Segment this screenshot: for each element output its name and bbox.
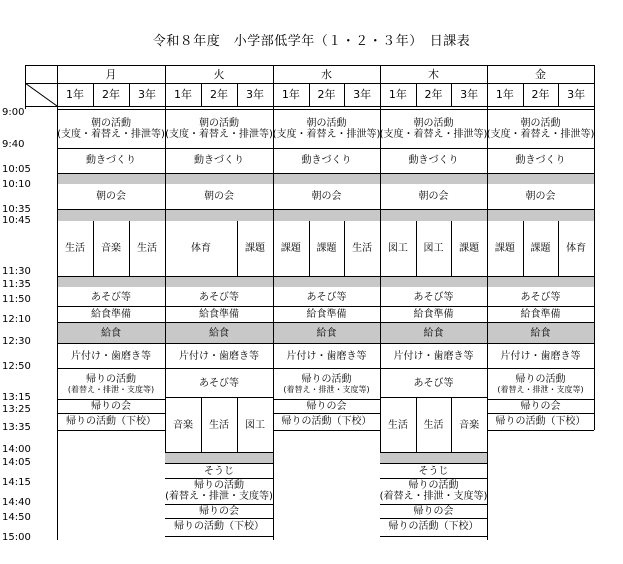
grid-line-h [380,322,487,323]
grid-line-h [273,276,380,277]
grid-line-h [273,430,380,431]
morning-meeting-thu: 朝の会 [418,191,449,202]
period-thu-3: 課題 [459,243,480,254]
time-label: 12:10 [2,314,31,325]
return-dismiss-thu: 帰りの活動（下校） [388,521,479,532]
morning-activity-fri-detail: (支度・着替え・排泄等) [487,129,594,140]
grid-line-h [165,368,273,369]
play-thu: あそび等 [413,291,454,303]
period-mon-1: 生活 [65,243,85,254]
morning-activity-mon [57,112,165,146]
day-header-tue: 火 [213,67,225,81]
time-label: 10:45 [2,215,31,226]
separator-band [57,276,165,287]
grid-line-h [57,276,165,277]
grid-line-v [344,221,345,276]
grade-header: 3年 [567,88,586,101]
grid-line-h [273,209,380,210]
morning-activity-tue-detail: (支度・着替え・排泄等) [165,129,273,140]
morning-meeting-fri: 朝の会 [525,191,556,202]
grid-line-v [93,83,94,106]
grade-header: 2年 [531,88,550,101]
separator-band [380,173,487,184]
lunch-prep-fri: 給食準備 [520,308,561,320]
corner-diagonal [25,83,57,107]
return-activity-thu-title: 帰りの活動 [408,480,459,491]
grid-line-h [25,106,594,107]
time-label: 11:50 [2,294,31,305]
grade-header: 3年 [246,88,264,101]
separator-band [273,173,380,184]
cleanup-tue: 片付け・歯磨き等 [179,350,259,362]
time-label: 14:05 [2,457,31,468]
return-meeting-tue: 帰りの会 [199,505,239,517]
grade-header: 2年 [210,88,228,101]
period-fri-2: 課題 [530,243,551,254]
lunch-tue: 給食 [209,327,229,339]
morning-activity-wed-detail: (支度・着替え・排泄等) [273,129,380,140]
grid-line-h [487,343,594,344]
time-label: 14:15 [2,477,31,488]
grid-line-h [57,109,594,110]
time-label: 10:10 [2,179,31,190]
exercise-tue: 動きづくり [194,154,244,166]
play-fri: あそび等 [520,291,561,303]
return-dismiss-mon: 帰りの活動（下校） [66,415,156,427]
grid-line-h [273,368,380,369]
cleaning-tue: そうじ [204,465,234,477]
grid-line-h [57,430,165,431]
grid-line-v [344,83,345,106]
grid-line-h [487,368,594,369]
afternoon-period-thu-2: 生活 [423,419,444,431]
time-label: 14:50 [2,512,31,523]
grid-line-v [25,65,26,109]
grid-line-h [487,276,594,277]
grid-line-h [57,322,165,323]
grid-line-h [165,209,273,210]
grid-line-h [57,368,165,369]
period-fri-3: 体育 [566,243,587,254]
grade-header: 2年 [102,88,120,101]
grid-line-v [451,83,452,106]
exercise-mon: 動きづくり [86,154,136,166]
return-meeting-mon: 帰りの会 [91,400,131,412]
lunch-prep-tue: 給食準備 [199,308,239,320]
grade-header: 1年 [388,88,407,101]
period-wed-2: 課題 [316,243,337,254]
time-label: 13:35 [2,422,31,433]
grid-line-h [487,209,594,210]
lunch-thu: 給食 [423,327,444,339]
grid-line-h [380,209,487,210]
period-fri-1: 課題 [494,243,515,254]
afternoon-period-thu-3: 音楽 [459,419,480,431]
grade-header: 2年 [317,88,336,101]
grid-line-v [523,221,524,276]
day-header-mon: 月 [105,67,117,81]
time-label: 10:35 [2,204,31,215]
grid-line-v [416,221,417,276]
day-header-fri: 金 [535,67,546,81]
grid-line-h [273,322,380,323]
return-dismiss-fri: 帰りの活動（下校） [495,415,586,427]
grid-line-v [558,221,559,276]
grid-line-h [273,343,380,344]
return-activity-fri-title: 帰りの活動 [515,374,566,385]
morning-activity-tue-title: 朝の活動 [199,118,239,129]
separator-band [380,452,487,463]
cleanup-thu: 片付け・歯磨き等 [393,350,474,362]
grid-line-v [93,221,94,276]
return-activity-thu-detail: (着替え・排泄・支度等) [380,491,487,502]
lunch-prep-thu: 給食準備 [413,308,454,320]
morning-activity-fri [487,112,594,146]
lunch-fri: 給食 [530,327,551,339]
period-tue-1: 体育 [191,243,211,254]
grid-line-h [165,536,273,537]
lunch-prep-mon: 給食準備 [91,308,131,320]
time-label: 15:00 [2,532,31,543]
grid-line-v [201,397,202,452]
grid-line-h [487,173,594,174]
return-meeting-fri: 帰りの会 [520,400,561,412]
separator-band [487,209,594,221]
morning-activity-wed [273,112,380,146]
separator-band [165,173,273,184]
separator-band [57,209,165,221]
morning-activity-thu-detail: (支度・着替え・排泄等) [380,129,487,140]
period-wed-1: 課題 [280,243,301,254]
separator-band [487,173,594,184]
morning-activity-mon-title: 朝の活動 [91,118,131,129]
afternoon-period-tue-2: 生活 [209,419,229,431]
return-dismiss-tue: 帰りの活動（下校） [174,521,264,532]
time-label: 13:15 [2,392,31,403]
morning-activity-mon-detail: (支度・着替え・排泄等) [57,129,165,140]
grid-line-v [309,221,310,276]
afternoon-play-thu: あそび等 [413,378,454,389]
time-label: 14:40 [2,497,31,508]
lunch-wed: 給食 [316,327,337,339]
lunch-mon: 給食 [101,327,121,339]
grid-line-h [57,343,165,344]
afternoon-period-tue-1: 音楽 [173,419,193,431]
grid-line-h [380,536,487,537]
grade-header: 3年 [460,88,479,101]
grid-line-h [57,209,165,210]
time-label: 13:25 [2,404,31,415]
return-activity-mon [57,370,165,398]
return-activity-wed-detail: (着替え・排泄・支度等) [283,385,370,394]
return-activity-mon-detail: (着替え・排泄・支度等) [67,385,155,394]
play-wed: あそび等 [306,291,347,303]
morning-activity-tue [165,112,273,146]
grid-line-h [380,397,487,398]
grid-line-h [273,173,380,174]
separator-band [273,209,380,221]
period-tue-2: 課題 [245,243,265,254]
grid-line-h [165,322,273,323]
grid-line-v [309,83,310,106]
morning-meeting-tue: 朝の会 [204,191,234,202]
return-activity-tue [165,479,273,503]
return-activity-tue-detail: (着替え・排泄・支度等) [165,491,273,502]
grid-line-h [380,368,487,369]
morning-meeting-mon: 朝の会 [96,191,126,202]
period-thu-1: 図工 [387,243,408,254]
exercise-wed: 動きづくり [301,154,352,166]
afternoon-play-tue: あそび等 [199,378,239,389]
time-label: 14:00 [2,444,31,455]
return-activity-mon-title: 帰りの活動 [86,374,136,385]
grid-line-v [451,221,452,276]
grid-line-h [380,173,487,174]
day-header-wed: 水 [321,67,332,81]
cleanup-wed: 片付け・歯磨き等 [286,350,367,362]
cleaning-thu: そうじ [418,465,449,477]
grid-line-v [416,83,417,106]
morning-activity-fri-title: 朝の活動 [520,118,561,129]
grid-line-v [237,397,238,452]
period-wed-3: 生活 [352,243,373,254]
time-label: 10:05 [2,164,31,175]
grade-header: 3年 [138,88,156,101]
grid-line-v [129,83,130,106]
return-activity-fri [487,370,594,398]
time-label: 11:30 [2,266,31,277]
cleanup-fri: 片付け・歯磨き等 [500,350,581,362]
period-mon-2: 音楽 [101,243,121,254]
separator-band [57,173,165,184]
return-activity-fri-detail: (着替え・排泄・支度等) [497,385,584,394]
grid-line-h [380,343,487,344]
morning-activity-thu-title: 朝の活動 [413,118,454,129]
time-label: 9:40 [2,139,25,150]
grid-line-h [165,397,273,398]
lunch-prep-wed: 給食準備 [306,308,347,320]
grid-line-h [165,452,273,453]
grid-line-v [201,83,202,106]
separator-band [380,209,487,221]
time-label: 9:00 [2,107,25,118]
time-label: 12:30 [2,336,31,347]
exercise-thu: 動きづくり [408,154,459,166]
grid-line-v [523,83,524,106]
grid-line-v [594,65,595,430]
day-header-thu: 木 [428,67,439,81]
grid-line-v [237,221,238,276]
play-mon: あそび等 [91,291,131,303]
grid-line-v [237,83,238,106]
grid-line-h [165,276,273,277]
grid-line-h [487,322,594,323]
grid-line-h [165,343,273,344]
grade-header: 1年 [174,88,192,101]
grid-line-v [451,397,452,452]
separator-band [165,452,273,463]
exercise-fri: 動きづくり [515,154,566,166]
grid-line-h [380,452,487,453]
grid-line-h [487,430,594,431]
grid-line-h [57,173,165,174]
return-activity-tue-title: 帰りの活動 [194,480,244,491]
grid-line-h [165,173,273,174]
return-dismiss-wed: 帰りの活動（下校） [281,415,372,427]
return-activity-wed-title: 帰りの活動 [301,374,352,385]
time-label: 11:35 [2,279,31,290]
grade-header: 1年 [495,88,514,101]
grid-line-v [416,397,417,452]
morning-meeting-wed: 朝の会 [311,191,342,202]
separator-band [380,276,487,287]
afternoon-period-tue-3: 図工 [245,419,265,431]
separator-band [273,276,380,287]
grade-header: 2年 [424,88,443,101]
play-tue: あそび等 [199,291,239,303]
return-activity-thu [380,479,487,503]
page-title: 令和８年度 小学部低学年（１・２・３年） 日課表 [152,34,471,49]
grid-line-h [380,276,487,277]
return-activity-wed [273,370,380,398]
return-meeting-thu: 帰りの会 [413,505,454,517]
morning-activity-thu [380,112,487,146]
afternoon-period-thu-1: 生活 [387,419,408,431]
time-label: 12:50 [2,361,31,372]
grid-line-v [558,83,559,106]
separator-band [165,209,273,221]
grade-header: 1年 [281,88,300,101]
morning-activity-wed-title: 朝の活動 [306,118,347,129]
separator-band [487,276,594,287]
cleanup-mon: 片付け・歯磨き等 [71,350,151,362]
grade-header: 3年 [353,88,372,101]
separator-band [165,276,273,287]
period-thu-2: 図工 [423,243,444,254]
return-meeting-wed: 帰りの会 [306,400,347,412]
grade-header: 1年 [66,88,84,101]
period-mon-3: 生活 [137,243,157,254]
grid-line-v [129,221,130,276]
